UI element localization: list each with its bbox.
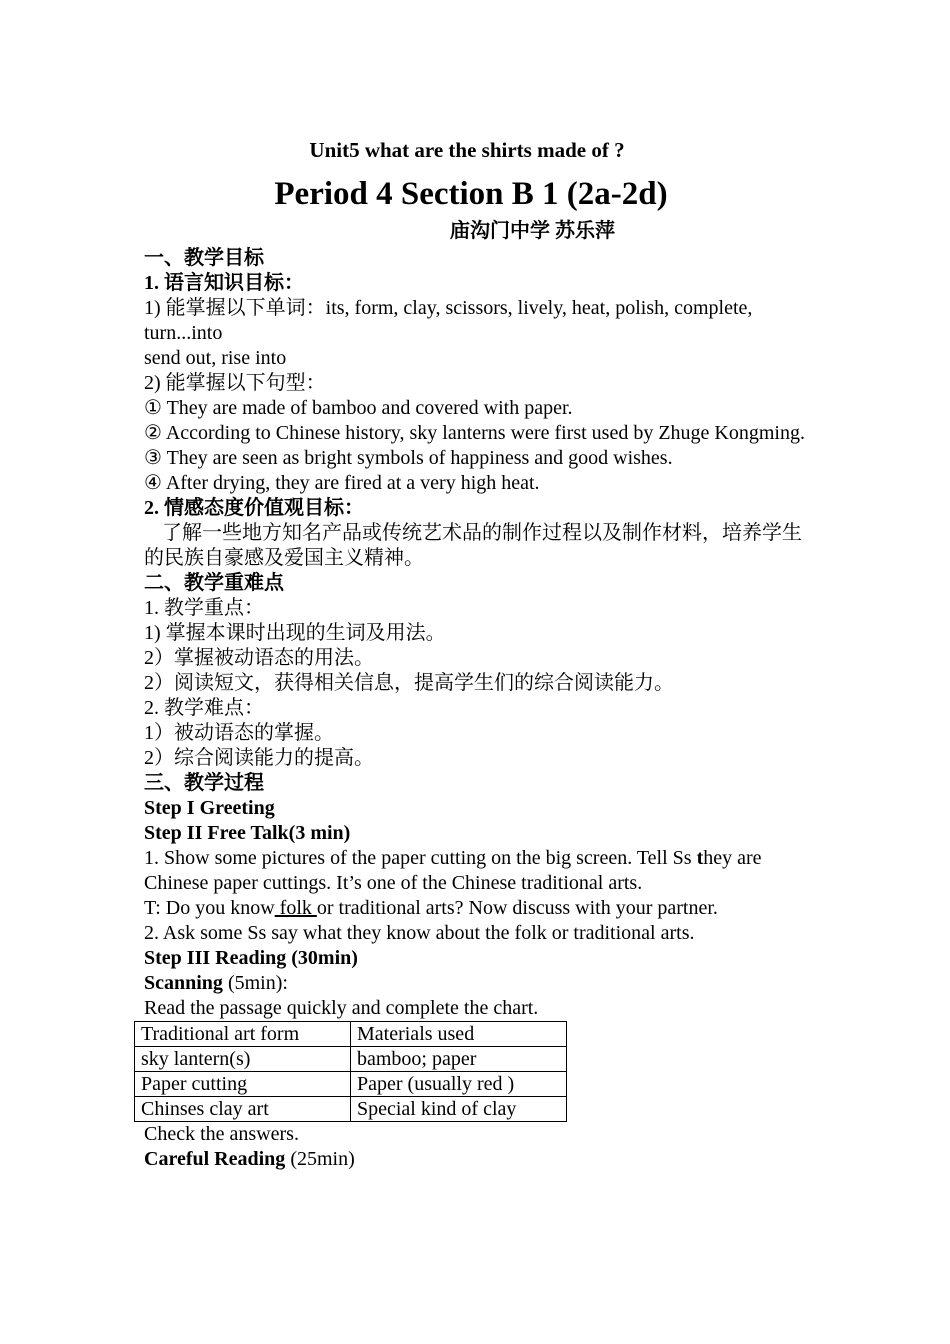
table-cell: Paper (usually red ): [351, 1072, 567, 1097]
unit-title: Unit5 what are the shirts made of ?: [309, 138, 625, 162]
language-goal-heading: 1. 语言知识目标：: [144, 272, 304, 294]
table-cell: Special kind of clay: [351, 1097, 567, 1122]
key-point-3: 2）阅读短文，获得相关信息，提高学生们的综合阅读能力。: [144, 672, 674, 694]
table-header-cell: Traditional art form: [135, 1022, 351, 1047]
sentence-1: ① They are made of bamboo and covered with paper.: [144, 397, 573, 419]
free-talk-item-1-a: 1. Show some pictures of the paper cutting on the big screen. Tell Ss: [144, 847, 697, 869]
table-row: [135, 1097, 567, 1122]
difficult-point-2: 2）综合阅读能力的提高。: [144, 747, 374, 769]
careful-reading-time: (25min): [285, 1148, 355, 1170]
key-points-label: 1. 教学重点：: [144, 597, 264, 619]
scanning-instruction: Read the passage quickly and complete the chart.: [144, 997, 539, 1019]
scanning-label: Scanning: [144, 972, 223, 994]
teacher-question-a: T: Do you know: [144, 897, 275, 919]
materials-chart: [134, 1021, 567, 1122]
scanning-time: (5min):: [222, 972, 288, 994]
table-row: [135, 1047, 567, 1072]
scanning-line: [144, 971, 816, 996]
free-talk-item-1: [144, 846, 816, 896]
table-row: [135, 1072, 567, 1097]
difficult-points-label: 2. 教学难点：: [144, 697, 264, 719]
period-title: Period 4 Section B 1 (2a-2d): [274, 176, 668, 212]
section-1-heading: 一、教学目标: [144, 247, 264, 269]
key-point-1: 1) 掌握本课时出现的生词及用法。: [144, 622, 446, 644]
section-3-heading: 三、教学过程: [144, 772, 264, 794]
step-1-heading: Step I Greeting: [144, 797, 275, 819]
sentence-pattern-label: 2) 能掌握以下句型：: [144, 372, 326, 394]
table-cell: Paper cutting: [135, 1072, 351, 1097]
table-header-cell: Materials used: [351, 1022, 567, 1047]
step-2-heading: Step II Free Talk(3 min): [144, 822, 351, 844]
step-3-heading: Step III Reading (30min): [144, 947, 358, 969]
author-line: 庙沟门中学 苏乐萍: [450, 220, 615, 242]
table-cell: sky lantern(s): [135, 1047, 351, 1072]
emotion-goal-text: 了解一些地方知名产品或传统艺术品的制作过程以及制作材料，培养学生的民族自豪感及爱国主义精神。: [144, 522, 802, 569]
free-talk-item-2: 2. Ask some Ss say what they know about the folk or traditional arts.: [144, 922, 695, 944]
careful-reading-line: [144, 1147, 816, 1172]
table-cell: bamboo; paper: [351, 1047, 567, 1072]
key-point-2: 2）掌握被动语态的用法。: [144, 647, 374, 669]
teacher-question-folk: folk: [274, 897, 317, 919]
check-answers: Check the answers.: [144, 1123, 299, 1145]
teacher-question: [144, 896, 816, 921]
sentence-4: ④ After drying, they are fired at a very high heat.: [144, 472, 540, 494]
difficult-point-1: 1）被动语态的掌握。: [144, 722, 334, 744]
free-talk-item-1-c: hey are Chinese paper cuttings. It’s one of the Chinese traditional arts.: [144, 847, 762, 894]
vocab-list-cont: send out, rise into: [144, 347, 287, 369]
emotion-goal-heading: 2. 情感态度价值观目标：: [144, 497, 364, 519]
careful-reading-label: Careful Reading: [144, 1148, 286, 1170]
table-cell: Chinses clay art: [135, 1097, 351, 1122]
table-header-row: [135, 1022, 567, 1047]
teacher-question-c: or traditional arts? Now discuss with your partner.: [316, 897, 718, 919]
free-talk-item-1-b: t: [696, 847, 704, 869]
section-2-heading: 二、教学重难点: [144, 572, 284, 594]
document-body: [141, 136, 816, 1172]
sentence-3: ③ They are seen as bright symbols of happiness and good wishes.: [144, 447, 673, 469]
sentence-2: ② According to Chinese history, sky lanterns were first used by Zhuge Kongming.: [144, 422, 805, 444]
vocab-list: 1) 能掌握以下单词：its, form, clay, scissors, lively, heat, polish, complete, turn...into: [144, 297, 753, 344]
